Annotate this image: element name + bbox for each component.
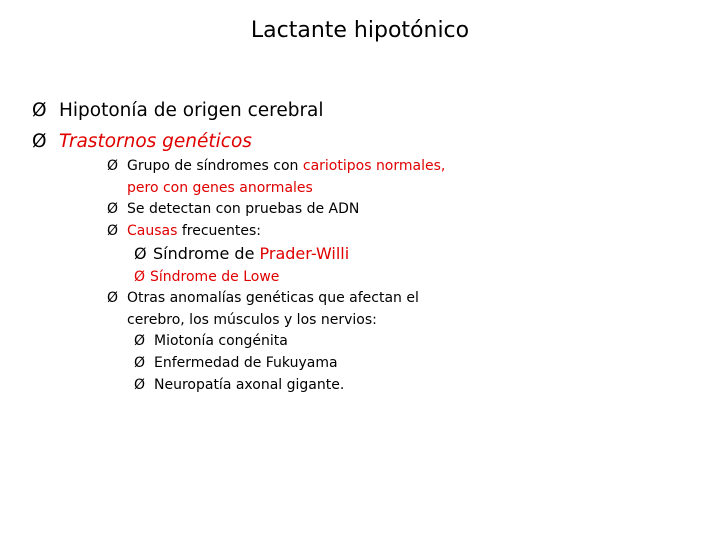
bullet-text-highlight: Prader-Willi <box>259 244 350 263</box>
arrow-bullet-icon: Ø <box>134 377 146 393</box>
bullet-fukuyama <box>134 355 338 371</box>
bullet-text: Se detectan con pruebas de ADN <box>127 201 360 217</box>
arrow-bullet-icon: Ø <box>134 333 146 349</box>
bullet-text: Trastornos genéticos <box>59 131 252 152</box>
bullet-text-highlight: cariotipos normales, <box>302 158 446 174</box>
bullet-text: Otras anomalías genéticas que afectan el <box>127 290 419 306</box>
bullet-text: Grupo de síndromes con <box>127 158 303 174</box>
bullet-text-highlight: pero con genes anormales <box>127 180 313 196</box>
bullet-text: frecuentes: <box>177 223 262 239</box>
arrow-bullet-icon: Ø <box>107 223 119 239</box>
bullet-otras <box>107 290 419 306</box>
bullet-text: Miotonía congénita <box>154 333 288 349</box>
bullet-text: Síndrome de Lowe <box>150 269 280 285</box>
arrow-bullet-icon: Ø <box>134 355 146 371</box>
bullet-grupo-continuation <box>127 180 313 196</box>
arrow-bullet-icon: Ø <box>107 201 119 217</box>
bullet-otras-continuation <box>127 312 377 328</box>
arrow-bullet-icon: Ø <box>107 290 119 306</box>
arrow-bullet-icon: Ø <box>32 131 47 152</box>
bullet-lowe <box>134 269 279 285</box>
bullet-prader-willi <box>134 244 349 263</box>
bullet-adn <box>107 201 359 217</box>
bullet-text: cerebro, los músculos y los nervios: <box>127 312 377 328</box>
arrow-bullet-icon: Ø <box>134 269 146 285</box>
arrow-bullet-icon: Ø <box>32 100 47 121</box>
bullet-miotonia <box>134 333 288 349</box>
bullet-text: Síndrome de <box>153 244 260 263</box>
bullet-grupo <box>107 158 445 174</box>
arrow-bullet-icon: Ø <box>134 244 147 263</box>
bullet-trastornos <box>32 131 252 152</box>
bullet-text-highlight: Causas <box>127 223 178 239</box>
arrow-bullet-icon: Ø <box>107 158 119 174</box>
bullet-text: Enfermedad de Fukuyama <box>154 355 338 371</box>
bullet-hipotonia <box>32 100 324 121</box>
bullet-causas <box>107 223 261 239</box>
bullet-neuropatia <box>134 377 344 393</box>
slide-title: Lactante hipotónico <box>250 18 470 43</box>
bullet-text: Neuropatía axonal gigante. <box>154 377 345 393</box>
bullet-text: Hipotonía de origen cerebral <box>59 100 324 121</box>
